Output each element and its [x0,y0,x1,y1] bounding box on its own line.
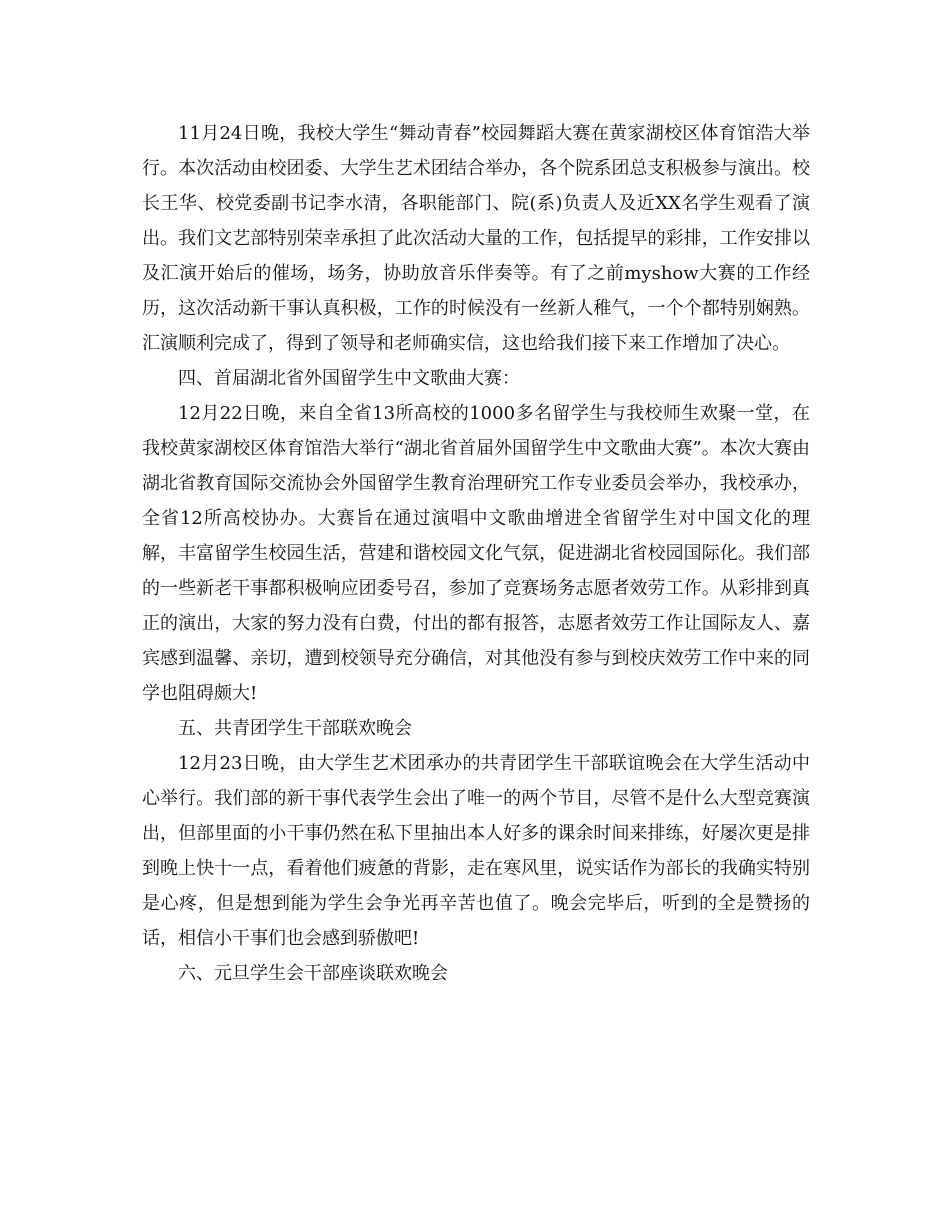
document-body [142,116,810,991]
section-heading-5: 五、共青团学生干部联欢晚会 [178,718,412,739]
section-heading-6: 六、元旦学生会干部座谈联欢晚会 [178,963,448,984]
paragraph-dance-contest: 11月24日晚，我校大学生“舞动青春”校园舞蹈大赛在黄家湖校区体育馆浩大举行。本次活动由校团委、大学生艺术团结合举办，各个院系团总支积极参与演出。校长王华、校党委副书记李水清，各职能部门、院(系)负责人及近XX名学生观看了演出。我们文艺部特别荣幸承担了此次活动大量的工作，包括提早的彩排，工作安排以及汇演开始后的催场，场务，协助放音乐伴奏等。有了之前myshow大赛的工作经历，这次活动新干事认真积极，工作的时候没有一丝新人稚气，一个个都特别娴熟。汇演顺利完成了，得到了领导和老师确实信，这也给我们接下来工作增加了决心。 [142,123,810,354]
section-heading-4: 四、首届湖北省外国留学生中文歌曲大赛： [178,368,520,389]
paragraph-league-gala: 12月23日晚，由大学生艺术团承办的共青团学生干部联谊晚会在大学生活动中心举行。我们部的新干事代表学生会出了唯一的两个节目，尽管不是什么大型竞赛演出，但部里面的小干事仍然在私下里抽出本人好多的课余时间来排练，好屡次更是排到晚上快十一点，看着他们疲惫的背影，走在寒风里，说实话作为部长的我确实特别是心疼，但是想到能为学生会争光再辛苦也值了。晚会完毕后，听到的全是赞扬的话，相信小干事们也会感到骄傲吧! [142,753,810,949]
paragraph-song-contest: 12月22日晚，来自全省13所高校的1000多名留学生与我校师生欢聚一堂，在我校黄家湖校区体育馆浩大举行“湖北省首届外国留学生中文歌曲大赛”。本次大赛由湖北省教育国际交流协会外国留学生教育治理研究工作专业委员会举办，我校承办，全省12所高校协办。大赛旨在通过演唱中文歌曲增进全省留学生对中国文化的理解，丰富留学生校园生活，营建和谐校园文化气氛，促进湖北省校园国际化。我们部的一些新老干事都积极响应团委号召，参加了竞赛场务志愿者效劳工作。从彩排到真正的演出，大家的努力没有白费，付出的都有报答，志愿者效劳工作让国际友人、嘉宾感到温馨、亲切，遭到校领导充分确信，对其他没有参与到校庆效劳工作中来的同学也阻碍颇大! [142,403,810,704]
